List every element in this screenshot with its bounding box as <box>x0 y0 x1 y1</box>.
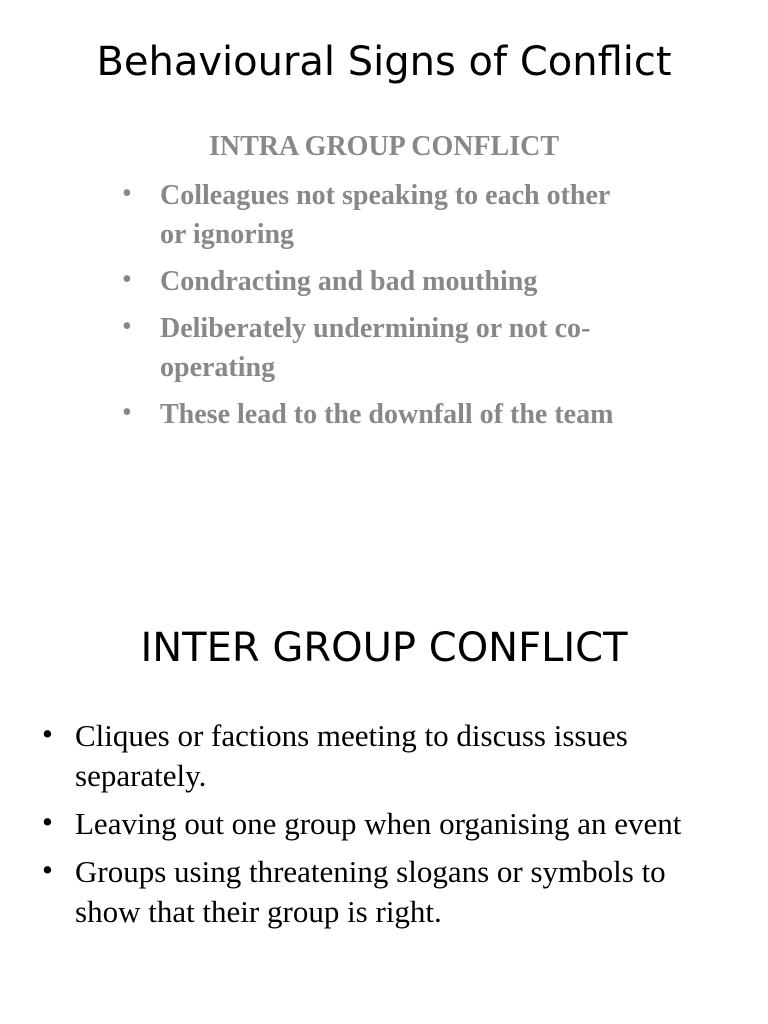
list-item <box>38 804 728 844</box>
list-item <box>118 176 638 254</box>
list-item <box>38 852 728 932</box>
bullet-text: Deliberately undermining or not co-operating <box>160 313 591 383</box>
list-item <box>118 309 638 387</box>
bullet-text: Cliques or factions meeting to discuss issues separately. <box>75 718 628 793</box>
bullet-text: Leaving out one group when organising an event <box>75 806 682 841</box>
list-item <box>118 262 638 301</box>
slide-title: Behavioural Signs of Conflict <box>96 39 672 85</box>
bullet-text: These lead to the downfall of the team <box>160 399 614 430</box>
bullet-icon: • <box>122 178 132 209</box>
bullet-icon: • <box>42 716 53 751</box>
bullet-text: Condracting and bad mouthing <box>160 266 538 297</box>
bullet-icon: • <box>122 397 132 428</box>
list-item <box>118 395 638 434</box>
bullet-text: Colleagues not speaking to each other or ignoring <box>160 180 610 250</box>
bullet-text: Groups using threatening slogans or symbols to show that their group is right. <box>75 854 666 929</box>
bullet-icon: • <box>122 264 132 295</box>
bullet-icon: • <box>42 852 53 887</box>
intra-group-heading: INTRA GROUP CONFLICT <box>208 131 560 162</box>
intra-group-bullet-list <box>118 176 638 442</box>
list-item <box>38 716 728 796</box>
inter-group-bullet-list <box>38 716 728 940</box>
bullet-icon: • <box>122 311 132 342</box>
inter-group-heading: INTER GROUP CONFLICT <box>140 625 628 671</box>
bullet-icon: • <box>42 804 53 839</box>
